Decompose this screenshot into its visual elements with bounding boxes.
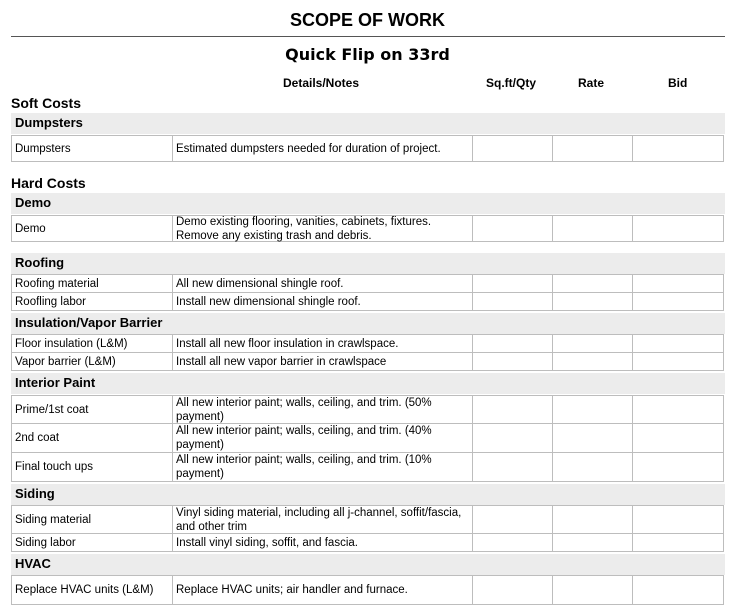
item-notes: Install all new floor insulation in crawlspace. xyxy=(176,337,399,350)
item-notes: Estimated dumpsters needed for duration of project. xyxy=(176,142,441,155)
notes-cell xyxy=(172,293,472,310)
column-header-rate: Rate xyxy=(578,76,605,90)
bid-cell[interactable] xyxy=(632,396,725,423)
category-label: Interior Paint xyxy=(15,375,96,390)
category-header xyxy=(11,113,725,134)
item-name: Dumpsters xyxy=(15,142,71,155)
category-label: Siding xyxy=(15,486,55,501)
item-notes: Install new dimensional shingle roof. xyxy=(176,295,361,308)
item-cell xyxy=(12,576,172,604)
item-cell xyxy=(12,293,172,310)
qty-cell[interactable] xyxy=(472,506,552,533)
table-row xyxy=(11,423,724,453)
project-title: Quick Flip on 33rd xyxy=(285,45,450,64)
item-cell xyxy=(12,335,172,352)
item-name: Siding material xyxy=(15,513,92,526)
bid-cell[interactable] xyxy=(632,576,725,604)
notes-cell xyxy=(172,353,472,370)
rate-cell[interactable] xyxy=(552,335,632,352)
rate-cell[interactable] xyxy=(552,576,632,604)
item-name: 2nd coat xyxy=(15,432,60,444)
qty-cell[interactable] xyxy=(472,453,552,481)
notes-cell xyxy=(172,275,472,292)
item-cell xyxy=(12,353,172,370)
rate-cell[interactable] xyxy=(552,534,632,551)
qty-cell[interactable] xyxy=(472,396,552,423)
table-row xyxy=(11,215,724,242)
item-cell xyxy=(12,534,172,551)
category-header xyxy=(11,313,725,334)
rate-cell[interactable] xyxy=(552,506,632,533)
rate-cell[interactable] xyxy=(552,396,632,423)
rate-cell[interactable] xyxy=(552,353,632,370)
item-notes: All new dimensional shingle roof. xyxy=(176,277,344,290)
table-row xyxy=(11,135,724,162)
section-heading: Soft Costs xyxy=(11,95,81,111)
column-header-details: Details/Notes xyxy=(283,76,360,90)
item-cell xyxy=(12,136,172,161)
item-notes: Demo existing flooring, vanities, cabinets, fixtures. Remove any existing trash and debris. xyxy=(176,215,432,242)
table-row xyxy=(11,505,724,534)
rate-cell[interactable] xyxy=(552,293,632,310)
item-name: Roofing material xyxy=(15,277,99,290)
notes-cell xyxy=(172,453,472,481)
qty-cell[interactable] xyxy=(472,353,552,370)
item-notes: Replace HVAC units; air handler and furnace. xyxy=(176,584,408,596)
table-row xyxy=(11,352,724,371)
qty-cell[interactable] xyxy=(472,576,552,604)
bid-cell[interactable] xyxy=(632,506,725,533)
table-row xyxy=(11,395,724,424)
item-cell xyxy=(12,453,172,481)
category-header xyxy=(11,253,725,274)
table-row xyxy=(11,292,724,311)
rate-cell[interactable] xyxy=(552,216,632,241)
section-heading: Hard Costs xyxy=(11,175,86,191)
item-name: Roofling labor xyxy=(15,295,86,308)
item-notes: Install vinyl siding, soffit, and fascia. xyxy=(176,536,358,549)
table-row xyxy=(11,575,724,605)
rate-cell[interactable] xyxy=(552,453,632,481)
table-row xyxy=(11,334,724,353)
item-notes: All new interior paint; walls, ceiling, and trim. (40% payment) xyxy=(176,425,432,451)
bid-cell[interactable] xyxy=(632,534,725,551)
document-title: SCOPE OF WORK xyxy=(289,10,445,30)
bid-cell[interactable] xyxy=(632,353,725,370)
item-cell xyxy=(12,396,172,423)
item-notes: All new interior paint; walls, ceiling, and trim. (10% payment) xyxy=(176,454,432,480)
qty-cell[interactable] xyxy=(472,424,552,452)
category-label: Roofing xyxy=(15,255,65,270)
category-header xyxy=(11,484,725,505)
table-row xyxy=(11,274,724,293)
rate-cell[interactable] xyxy=(552,275,632,292)
notes-cell xyxy=(172,335,472,352)
item-name: Final touch ups xyxy=(15,461,93,473)
bid-cell[interactable] xyxy=(632,293,725,310)
title-divider xyxy=(11,36,725,37)
item-name: Demo xyxy=(15,222,46,235)
notes-cell xyxy=(172,136,472,161)
category-label: Demo xyxy=(15,195,52,210)
rate-cell[interactable] xyxy=(552,136,632,161)
item-name: Replace HVAC units (L&M) xyxy=(15,584,154,596)
bid-cell[interactable] xyxy=(632,453,725,481)
notes-cell xyxy=(172,396,472,423)
item-name: Siding labor xyxy=(15,536,76,549)
table-row xyxy=(11,452,724,482)
qty-cell[interactable] xyxy=(472,335,552,352)
item-notes: All new interior paint; walls, ceiling, and trim. (50% payment) xyxy=(176,396,432,423)
item-notes: Vinyl siding material, including all j-channel, soffit/fascia, and other trim xyxy=(176,506,462,533)
notes-cell xyxy=(172,576,472,604)
category-header xyxy=(11,193,725,214)
item-cell xyxy=(12,216,172,241)
qty-cell[interactable] xyxy=(472,216,552,241)
bid-cell[interactable] xyxy=(632,424,725,452)
item-notes: Install all new vapor barrier in crawlspace xyxy=(176,355,387,368)
column-header-bid: Bid xyxy=(668,76,688,90)
notes-cell xyxy=(172,216,472,241)
rate-cell[interactable] xyxy=(552,424,632,452)
column-header-qty: Sq.ft/Qty xyxy=(486,76,536,90)
category-label: Insulation/Vapor Barrier xyxy=(15,315,163,330)
category-label: HVAC xyxy=(15,556,51,571)
item-name: Vapor barrier (L&M) xyxy=(15,355,116,368)
notes-cell xyxy=(172,534,472,551)
category-header xyxy=(11,373,725,394)
bid-cell[interactable] xyxy=(632,136,725,161)
qty-cell[interactable] xyxy=(472,275,552,292)
bid-cell[interactable] xyxy=(632,275,725,292)
item-cell xyxy=(12,506,172,533)
item-name: Floor insulation (L&M) xyxy=(15,337,128,350)
qty-cell[interactable] xyxy=(472,293,552,310)
notes-cell xyxy=(172,424,472,452)
table-row xyxy=(11,533,724,552)
category-label: Dumpsters xyxy=(15,115,83,130)
qty-cell[interactable] xyxy=(472,136,552,161)
notes-cell xyxy=(172,506,472,533)
item-cell xyxy=(12,275,172,292)
bid-cell[interactable] xyxy=(632,216,725,241)
item-name: Prime/1st coat xyxy=(15,403,89,416)
category-header xyxy=(11,554,725,575)
qty-cell[interactable] xyxy=(472,534,552,551)
bid-cell[interactable] xyxy=(632,335,725,352)
item-cell xyxy=(12,424,172,452)
